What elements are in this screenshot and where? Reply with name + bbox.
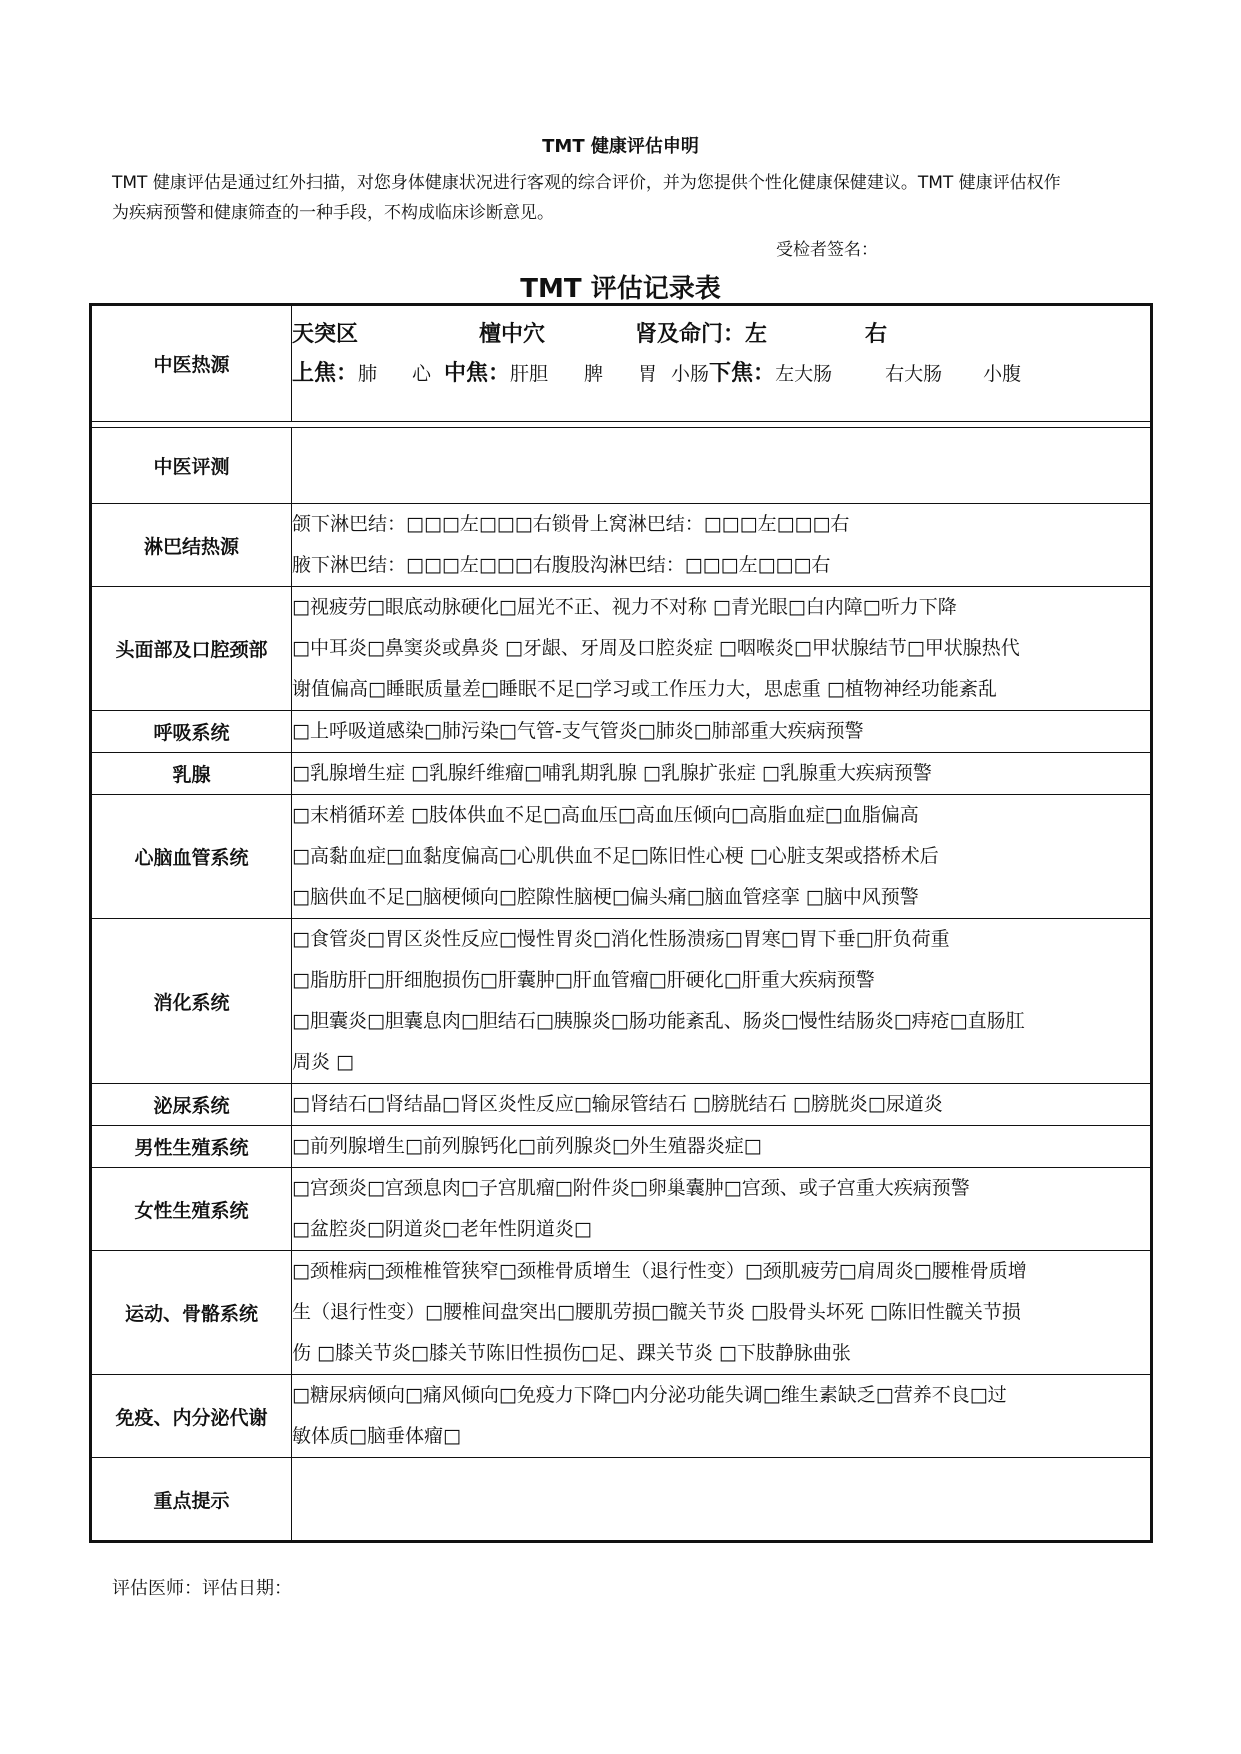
table-row (91, 504, 1152, 587)
row-label: 女性生殖系统 (91, 1168, 292, 1251)
row-label: 乳腺 (91, 753, 292, 795)
statement-line: 为疾病预警和健康筛查的一种手段，不构成临床诊断意见。 (112, 203, 554, 223)
checklist-line[interactable]: □视疲劳□眼底动脉硬化□屈光不正、视力不对称 □青光眼□白内障□听力下降 (292, 596, 957, 618)
row-label: 消化系统 (91, 919, 292, 1084)
key-notes-cell[interactable] (292, 1458, 1152, 1542)
jiao-label: 上焦： (292, 361, 359, 386)
organ: 小腹 (983, 363, 1022, 385)
checklist-line[interactable]: □脑供血不足□脑梗倾向□腔隙性脑梗□偏头痛□脑血管痉挛 □脑中风预警 (292, 886, 919, 908)
row-label: 中医热源 (91, 305, 292, 422)
organ: 胃 (638, 363, 658, 385)
table-row (91, 587, 1152, 711)
checklist-line[interactable]: □糖尿病倾向□痛风倾向□免疫力下降□内分泌功能失调□维生素缺乏□营养不良□过 (292, 1384, 1007, 1406)
organ: 右大肠 (885, 363, 943, 385)
organ: 肝胆 (510, 363, 549, 385)
heat-zone: 肾及命门：左 (635, 322, 768, 347)
signature-label: 受检者签名： (776, 240, 878, 260)
checklist-line[interactable]: □中耳炎□鼻窦炎或鼻炎 □牙龈、牙周及口腔炎症 □咽喉炎□甲状腺结节□甲状腺热代 (292, 637, 1020, 659)
checklist-line[interactable]: □前列腺增生□前列腺钙化□前列腺炎□外生殖器炎症□ (292, 1135, 762, 1157)
row-label: 重点提示 (91, 1458, 292, 1542)
respiratory-cell (292, 711, 1152, 753)
lymph-node-cell (292, 504, 1152, 587)
checklist-line[interactable]: □肾结石□肾结晶□肾区炎性反应□输尿管结石 □膀胱结石 □膀胱炎□尿道炎 (292, 1093, 943, 1115)
checklist-line[interactable]: □颈椎病□颈椎椎管狭窄□颈椎骨质增生（退行性变）□颈肌疲劳□肩周炎□腰椎骨质增 (292, 1260, 1027, 1282)
table-row (91, 1126, 1152, 1168)
checklist-line[interactable]: 腋下淋巴结：□□□左□□□右腹股沟淋巴结：□□□左□□□右 (292, 554, 831, 576)
male-reproductive-cell (292, 1126, 1152, 1168)
checklist-line[interactable]: 生（退行性变）□腰椎间盘突出□腰肌劳损□髋关节炎 □股骨头坏死 □陈旧性髋关节损 (292, 1301, 1021, 1323)
checklist-line[interactable]: □食管炎□胃区炎性反应□慢性胃炎□消化性肠溃疡□胃寒□胃下垂□肝负荷重 (292, 928, 950, 950)
row-label: 男性生殖系统 (91, 1126, 292, 1168)
doctor-date-line: 评估医师：评估日期： (112, 1578, 292, 1599)
heat-organs (292, 356, 1150, 392)
row-label: 运动、骨骼系统 (91, 1251, 292, 1375)
heat-zones (292, 314, 1150, 356)
table-row (91, 1251, 1152, 1375)
table-row (91, 711, 1152, 753)
table-row (91, 305, 1152, 422)
checklist-line[interactable]: □脂肪肝□肝细胞损伤□肝囊肿□肝血管瘤□肝硬化□肝重大疾病预警 (292, 969, 875, 991)
heat-source-cell (292, 305, 1152, 422)
digestive-cell (292, 919, 1152, 1084)
female-reproductive-cell (292, 1168, 1152, 1251)
jiao-label: 中焦： (444, 361, 511, 386)
checklist-line[interactable]: □上呼吸道感染□肺污染□气管-支气管炎□肺炎□肺部重大疾病预警 (292, 720, 864, 742)
heat-zone: 天突区 (292, 322, 359, 347)
table-row (91, 1458, 1152, 1542)
checklist-line[interactable]: □胆囊炎□胆囊息肉□胆结石□胰腺炎□肠功能紊乱、肠炎□慢性结肠炎□痔疮□直肠肛 (292, 1010, 1025, 1032)
row-label: 免疫、内分泌代谢 (91, 1375, 292, 1458)
checklist-line[interactable]: 周炎 □ (292, 1051, 354, 1073)
table-row (91, 919, 1152, 1084)
endocrine-cell (292, 1375, 1152, 1458)
checklist-line[interactable]: 颌下淋巴结：□□□左□□□右锁骨上窝淋巴结：□□□左□□□右 (292, 513, 850, 535)
breast-cell (292, 753, 1152, 795)
statement-line: TMT 健康评估是通过红外扫描，对您身体健康状况进行客观的综合评价，并为您提供个性化健康保健建议。TMT 健康评估权作 (112, 173, 1061, 193)
musculoskeletal-cell (292, 1251, 1152, 1375)
row-label: 心脑血管系统 (91, 795, 292, 919)
row-label: 泌尿系统 (91, 1084, 292, 1126)
checklist-line[interactable]: 敏体质□脑垂体瘤□ (292, 1425, 461, 1447)
table-row (91, 1084, 1152, 1126)
assessment-table (89, 303, 1153, 1543)
table-row (91, 1168, 1152, 1251)
organ: 小肠 (671, 363, 710, 385)
jiao-label: 下焦： (709, 361, 776, 386)
checklist-line[interactable]: □乳腺增生症 □乳腺纤维瘤□哺乳期乳腺 □乳腺扩张症 □乳腺重大疾病预警 (292, 762, 932, 784)
organ: 心 (412, 363, 432, 385)
table-row (91, 1375, 1152, 1458)
row-label: 淋巴结热源 (91, 504, 292, 587)
tcm-eval-cell[interactable] (292, 428, 1152, 504)
checklist-line[interactable]: □盆腔炎□阴道炎□老年性阴道炎□ (292, 1218, 592, 1240)
row-label: 头面部及口腔颈部 (91, 587, 292, 711)
urinary-cell (292, 1084, 1152, 1126)
table-row (91, 753, 1152, 795)
statement-title: TMT 健康评估申明 (542, 136, 699, 157)
heat-zone: 檀中穴 (479, 322, 546, 347)
checklist-line[interactable]: □末梢循环差 □肢体供血不足□高血压□高血压倾向□高脂血症□血脂偏高 (292, 804, 919, 826)
statement-body (112, 168, 1152, 228)
checklist-line[interactable]: □宫颈炎□宫颈息肉□子宫肌瘤□附件炎□卵巢囊肿□宫颈、或子宫重大疾病预警 (292, 1177, 970, 1199)
organ: 脾 (584, 363, 604, 385)
row-label: 中医评测 (91, 428, 292, 504)
organ: 左大肠 (775, 363, 833, 385)
row-label: 呼吸系统 (91, 711, 292, 753)
head-neck-cell (292, 587, 1152, 711)
checklist-line[interactable]: 伤 □膝关节炎□膝关节陈旧性损伤□足、踝关节炎 □下肢静脉曲张 (292, 1342, 851, 1364)
cardio-cell (292, 795, 1152, 919)
table-row (91, 428, 1152, 504)
heat-zone: 右 (865, 322, 888, 347)
organ: 肺 (358, 363, 378, 385)
table-row (91, 795, 1152, 919)
checklist-line[interactable]: □高黏血症□血黏度偏高□心肌供血不足□陈旧性心梗 □心脏支架或搭桥术后 (292, 845, 939, 867)
form-title: TMT 评估记录表 (520, 274, 721, 304)
checklist-line[interactable]: 谢值偏高□睡眠质量差□睡眠不足□学习或工作压力大，思虑重 □植物神经功能紊乱 (292, 678, 997, 700)
